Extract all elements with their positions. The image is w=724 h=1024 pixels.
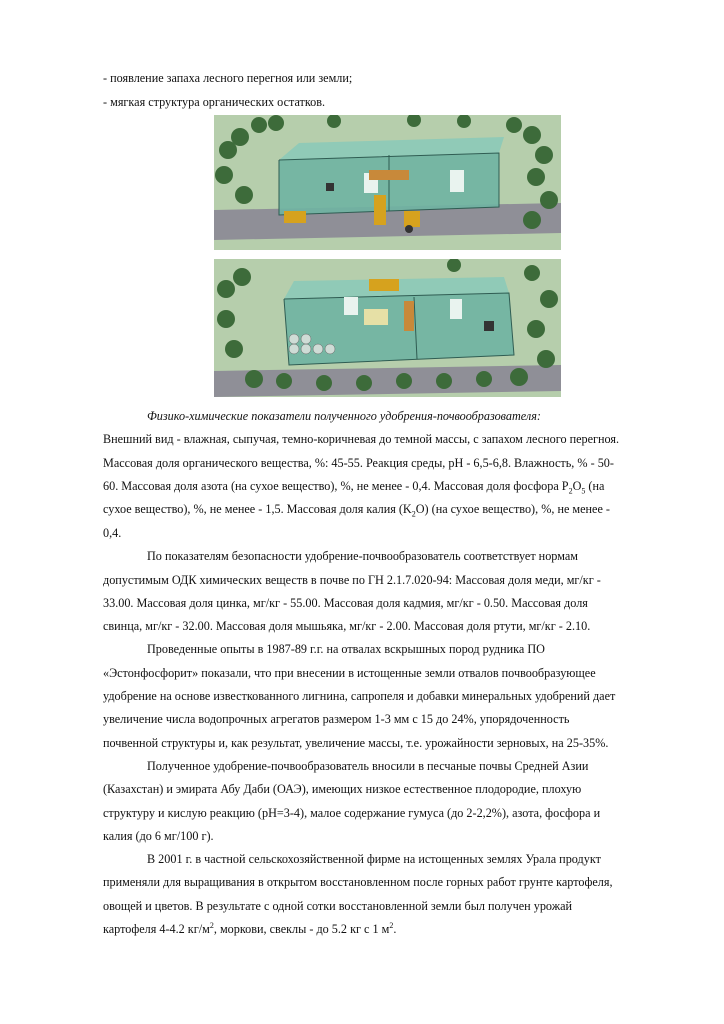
text-line: 0,4. — [103, 526, 122, 540]
figure-plant-view-1 — [214, 115, 561, 250]
text-line: удобрение на основе известкованного лигнина, сапропеля и добавки минеральных удобрений дает — [103, 689, 616, 703]
text-line: овощей и цветов. В результате с одной сотки восстановленной земли был получен урожай — [103, 899, 573, 913]
paragraph-start: В 2001 г. в частной сельскохозяйственной фирме на истощенных землях Урала продукт — [147, 852, 601, 866]
text-line: допустимым ОДК химических веществ в почве по ГН 2.1.7.020-94: Массовая доля меди, мг/кг - — [103, 573, 601, 587]
paragraph-start: По показателям безопасности удобрение-почвообразователь соответствует нормам — [147, 549, 578, 563]
paragraph-start: Проведенные опыты в 1987-89 г.г. на отвалах вскрышных пород рудника ПО — [147, 642, 545, 656]
text-line: увеличение числа водопрочных агрегатов размером 1-3 мм с 15 до 24%, упорядоченность — [103, 712, 570, 726]
paragraph-start: Полученное удобрение-почвообразователь вносили в песчаные почвы Средней Азии — [147, 759, 589, 773]
text-line: Внешний вид - влажная, сыпучая, темно-коричневая до темной массы, с запахом лесного перегноя. — [103, 432, 620, 446]
text-line: Массовая доля органического вещества, %: 45-55. Реакция среды, рН - 6,5-6,8. Влажность, % - 50- — [103, 456, 614, 470]
text-line-phosphorus: 60. Массовая доля азота (на сухое вещество), %, не менее - 0,4. Массовая доля фосфора $Р_2O_5$ (на — [103, 479, 605, 496]
list-item-smell: - появление запаха лесного перегноя или земли; — [103, 71, 353, 85]
text-line: почвенной структуры и, как результат, увеличение массы, т.е. урожайности зерновых, на 25-35%. — [103, 736, 609, 750]
list-item-structure: - мягкая структура органических остатков. — [103, 95, 326, 109]
text-line: свинца, мг/кг - 32.00. Массовая доля мышьяка, мг/кг - 2.00. Массовая доля ртути, мг/кг - 2.10. — [103, 619, 591, 633]
section-caption: Физико-химические показатели полученного удобрения-почвообразователя: — [147, 409, 541, 423]
text-line: калия (до 6 мг/100 г). — [103, 829, 214, 843]
text-line: (Казахстан) и эмирата Абу Даби (ОАЭ), имеющих низкое естественное плодородие, плохую — [103, 782, 582, 796]
text-line-harvest: картофеля 4-4.2 $кг/м^2$, моркови, свеклы - до 5.2 кг с 1 $м^2$. — [103, 920, 397, 936]
figure-plant-view-2 — [214, 259, 561, 397]
text-line-potassium: сухое вещество), %, не менее - 1,5. Массовая доля калия $(K_2O)$ (на сухое вещество), %, не менее - — [103, 502, 610, 519]
text-line: «Эстонфосфорит» показали, что при внесении в истощенные земли отвалов почвообразующее — [103, 666, 596, 680]
text-line: 33.00. Массовая доля цинка, мг/кг - 55.00. Массовая доля кадмия, мг/кг - 0.50. Массовая доля — [103, 596, 588, 610]
text-line: применяли для выращивания в открытом восстановленном после горных работ грунте картофеля, — [103, 875, 613, 889]
text-line: структуру и кислую реакцию (рН=3-4), малое содержание гумуса (до 2-2,2%), азота, фосфора и — [103, 806, 601, 820]
